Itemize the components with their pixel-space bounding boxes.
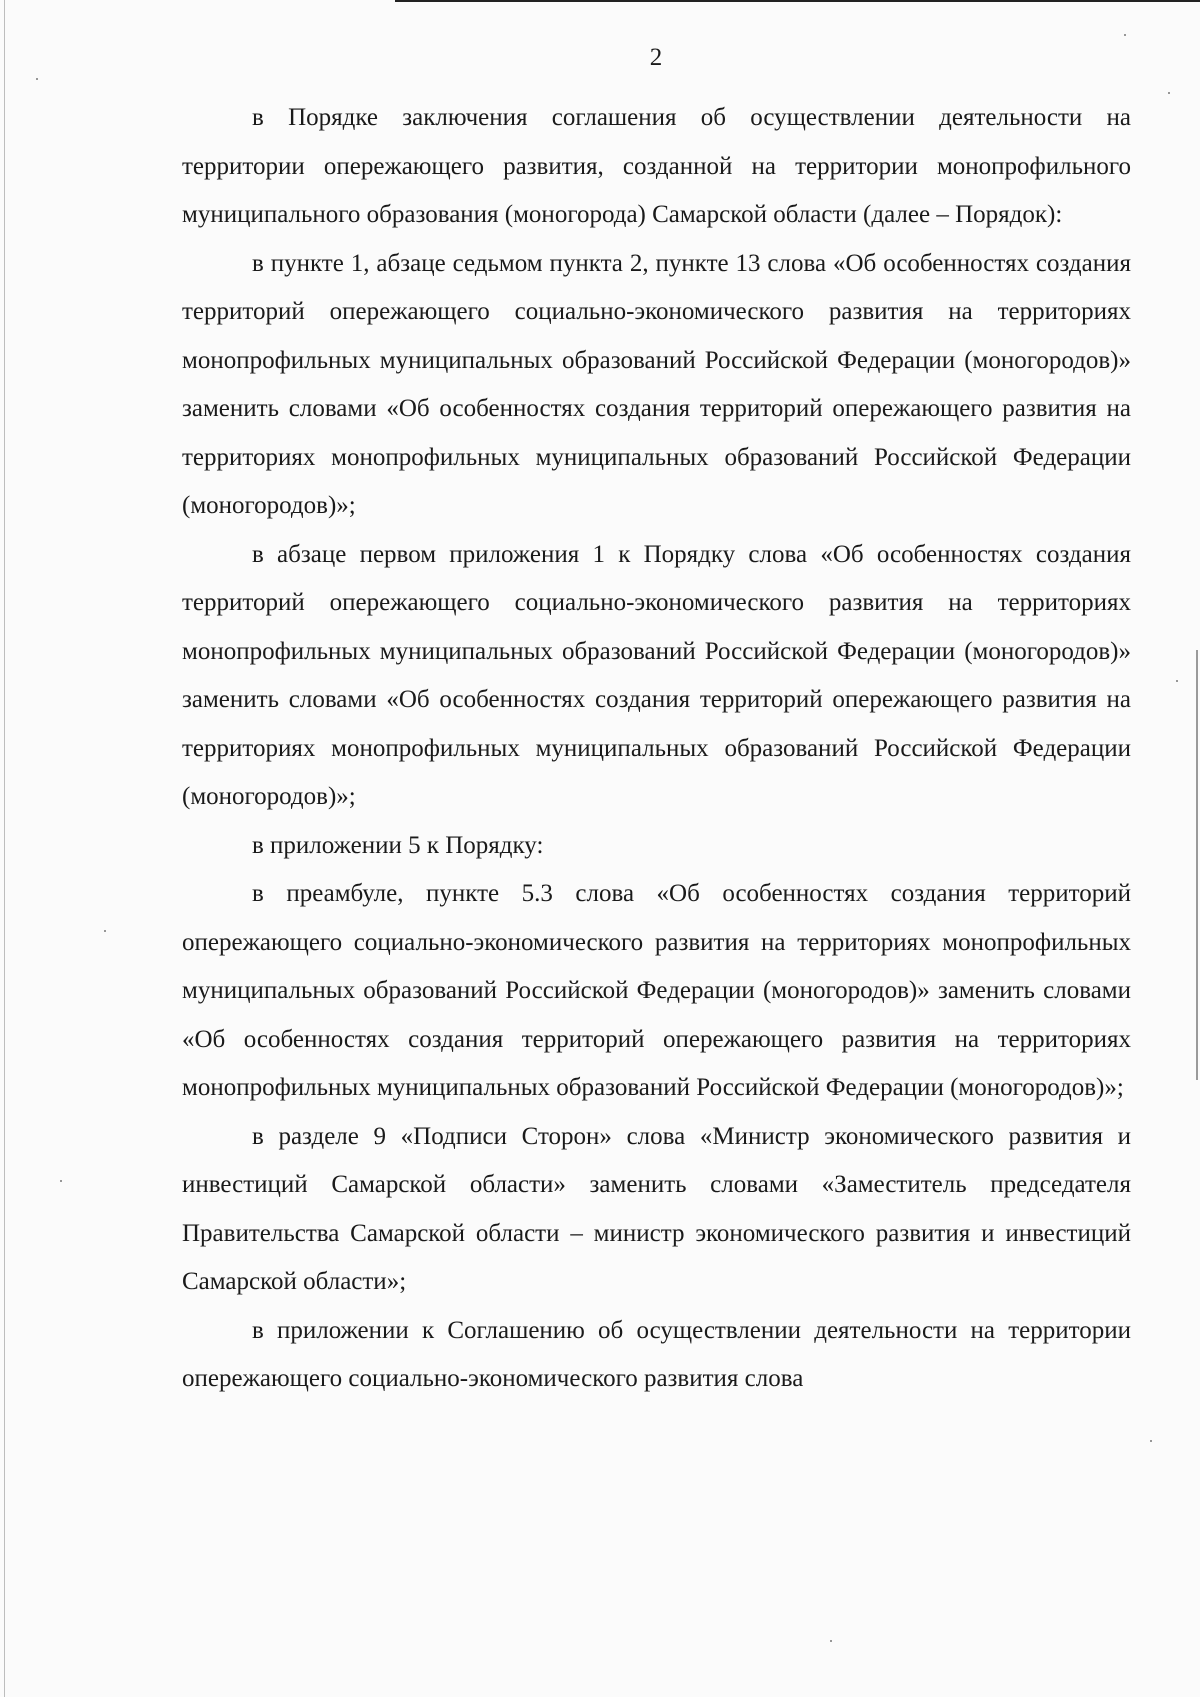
scan-speck — [1176, 680, 1178, 682]
scan-speck — [60, 1180, 62, 1182]
scan-speck — [1168, 92, 1170, 94]
scan-top-border — [395, 0, 1200, 2]
paragraph: в приложении 5 к Порядку: — [252, 831, 544, 859]
scan-right-edge — [1196, 650, 1198, 1080]
scan-speck — [830, 1640, 832, 1642]
scan-speck — [36, 78, 38, 80]
paragraph: в разделе 9 «Подписи Сторон» слова «Министр экономического развития и инвестиций Самарской области» заменить словами «Заместитель председателя Правительства Самарской области – министр экономического развития и инвестиций Самарской области»; — [182, 1122, 1131, 1295]
paragraph: в абзаце первом приложения 1 к Порядку слова «Об особенностях создания территорий опережающего социально-экономического развития на территориях монопрофильных муниципальных образований Российской Федерации (моногородов)» заменить словами «Об особенностях создания территорий опережающего развития на территориях монопрофильных муниципальных образований Российской Федерации (моногородов)»; — [182, 540, 1131, 810]
scan-left-edge — [4, 0, 5, 1697]
scan-speck — [1150, 1440, 1152, 1442]
scan-speck — [1124, 34, 1126, 36]
page-number: 2 — [649, 44, 663, 71]
document-body — [182, 94, 1131, 1404]
paragraph: в приложении к Соглашению об осуществлении деятельности на территории опережающего социально-экономического развития слова — [182, 1316, 1131, 1392]
paragraph: в Порядке заключения соглашения об осуществлении деятельности на территории опережающего развития, созданной на территории монопрофильного муниципального образования (моногорода) Самарской области (далее – Порядок): — [182, 104, 1131, 228]
paragraph: в пункте 1, абзаце седьмом пункта 2, пункте 13 слова «Об особенностях создания территорий опережающего социально-экономического развития на территориях монопрофильных муниципальных образований Российской Федерации (моногородов)» заменить словами «Об особенностях создания территорий опережающего развития на территориях монопрофильных муниципальных образований Российской Федерации (моногородов)»; — [182, 249, 1131, 519]
scan-speck — [104, 930, 106, 932]
paragraph: в преамбуле, пункте 5.3 слова «Об особенностях создания территорий опережающего социально-экономического развития на территориях монопрофильных муниципальных образований Российской Федерации (моногородов)» заменить словами «Об особенностях создания территорий опережающего развития на территориях монопрофильных муниципальных образований Российской Федерации (моногородов)»; — [182, 880, 1131, 1101]
